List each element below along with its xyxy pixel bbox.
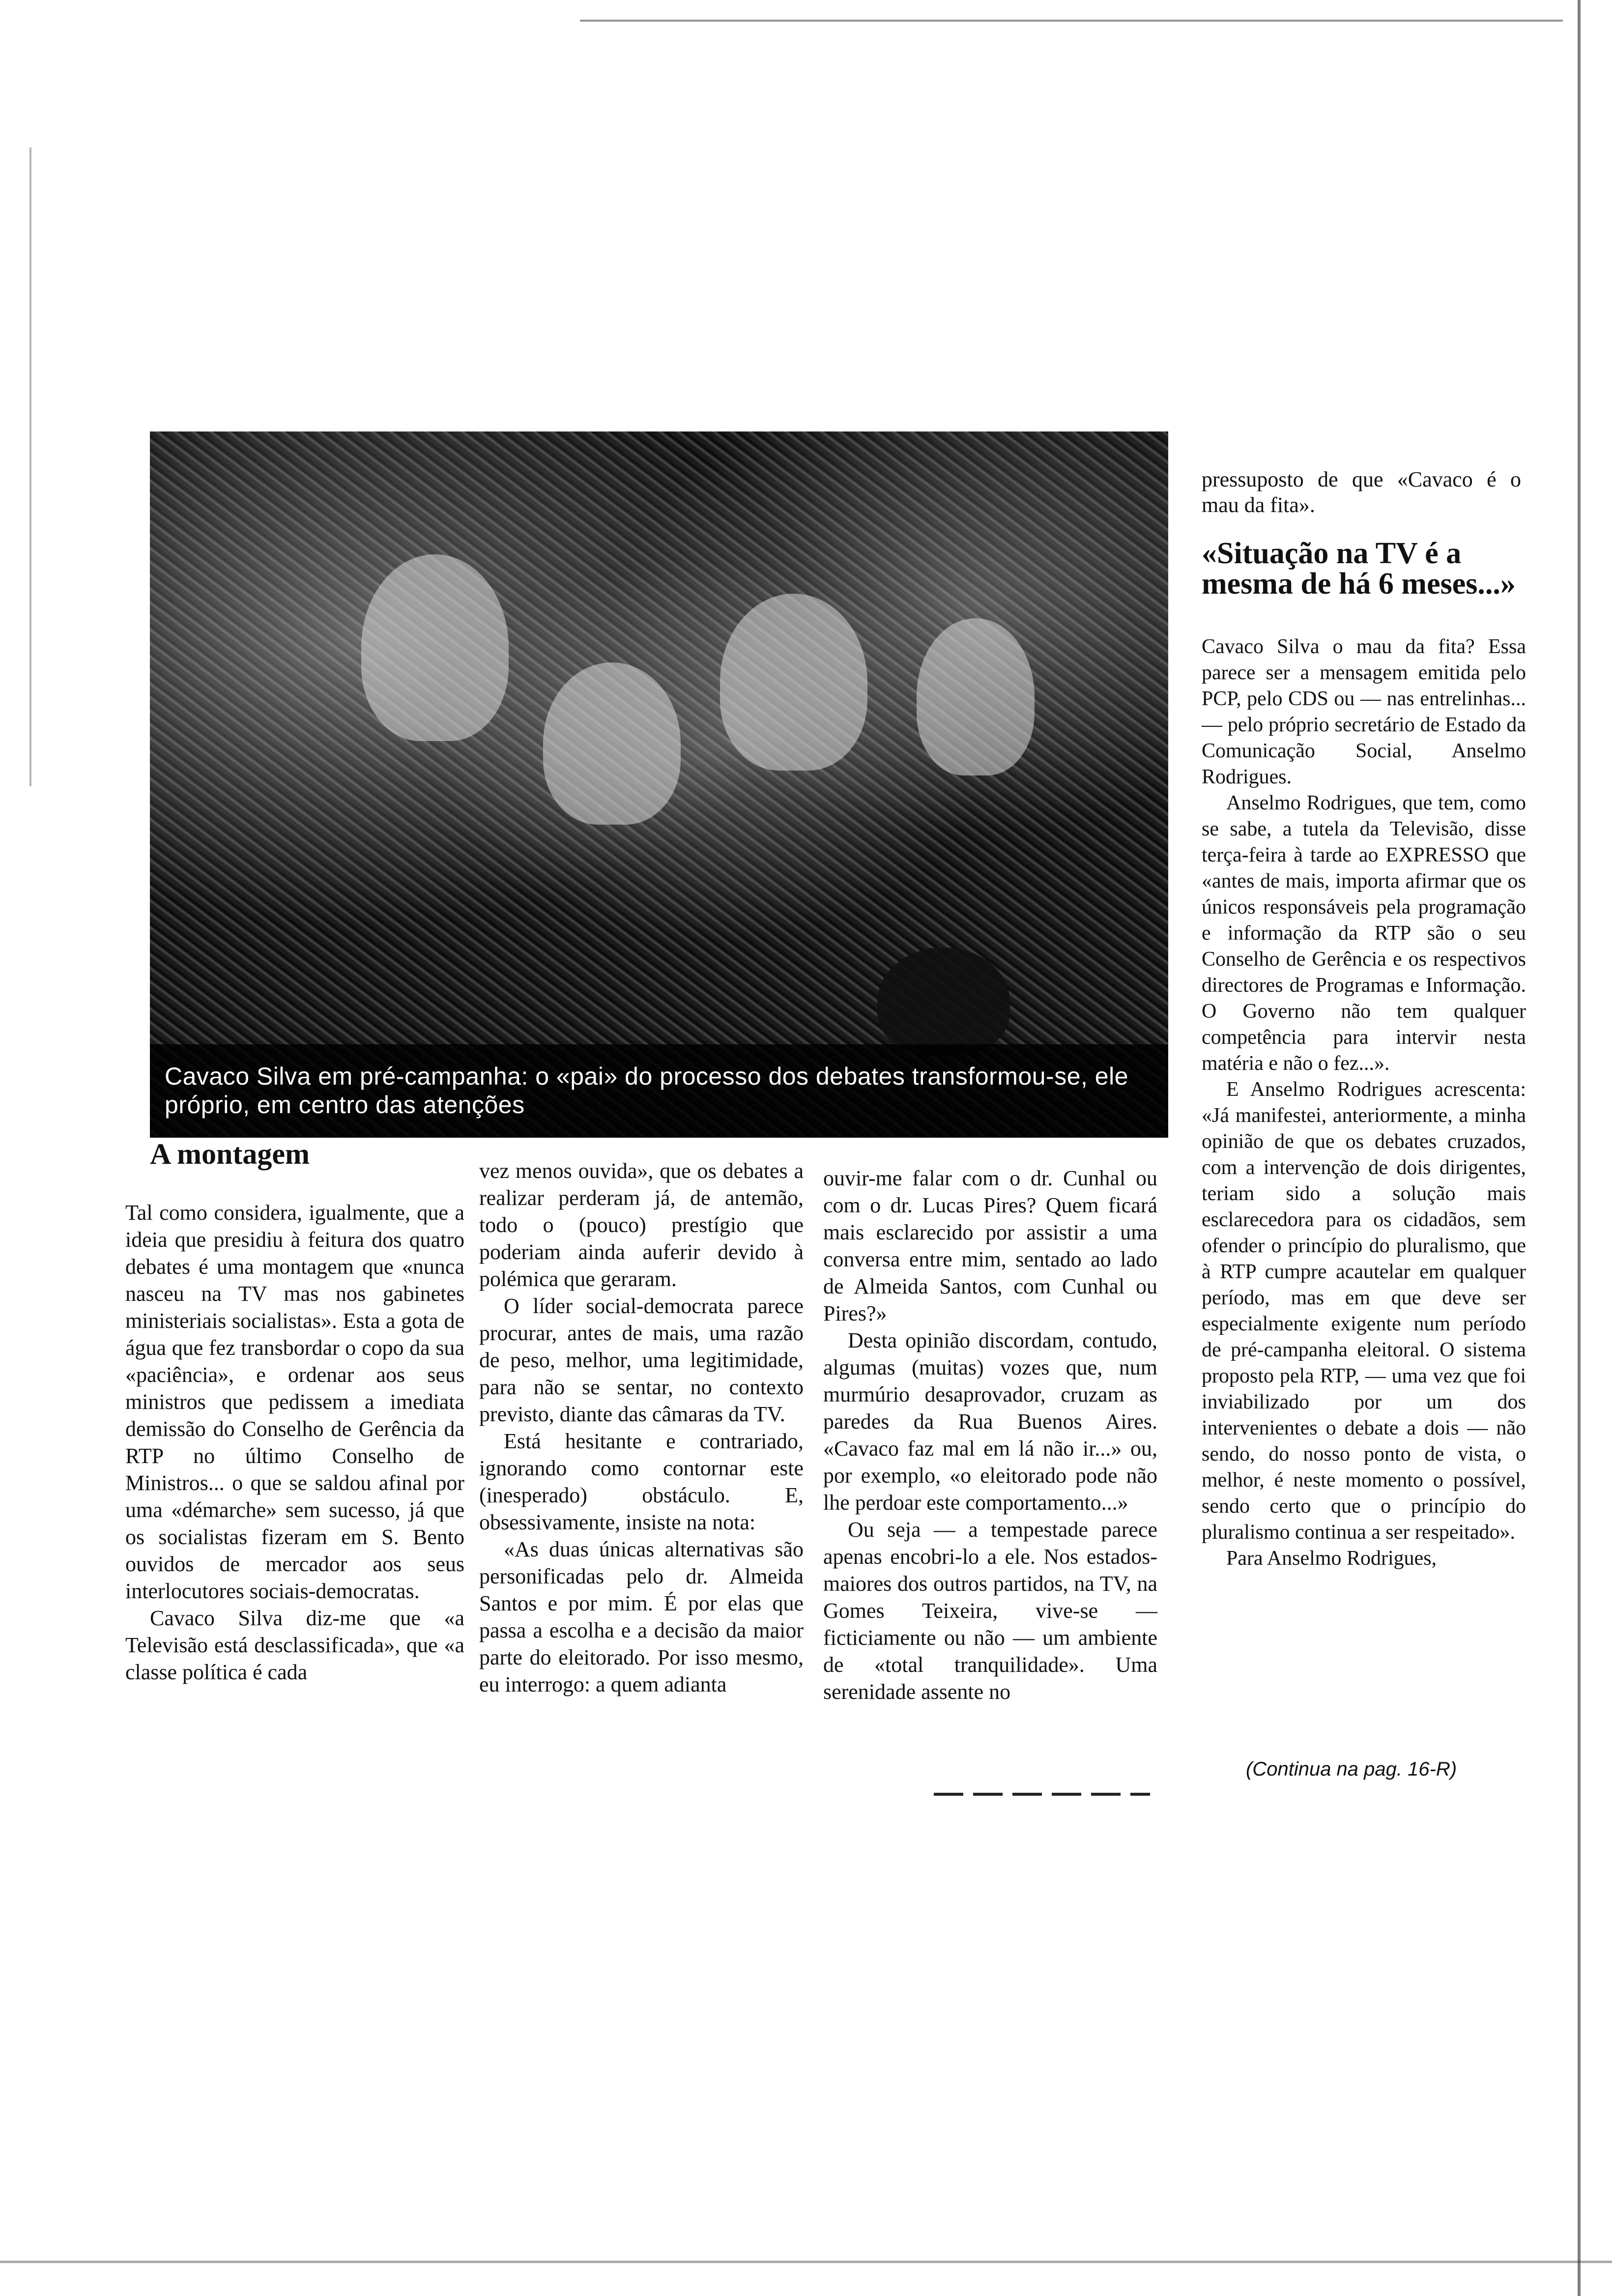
news-photo xyxy=(150,431,1168,1138)
col4-paragraph: Anselmo Rodrigues, que tem, como se sabe, a tutela da Televisão, disse terça-feira à tarde ao EXPRESSO que «antes de mais, importa afirmar que os únicos responsáveis pela programação e informação da RTP são o seu Conselho de Gerência e os respectivos directores de Programas e Informação. O Governo não tem qualquer competência para intervir nesta matéria e não o fez...». xyxy=(1202,792,1526,1075)
photo-figure xyxy=(877,947,1010,1056)
col2-paragraph: «As duas únicas alternativas são personificadas pelo dr. Almeida Santos e por mim. É por elas que passa a escolha e a decisão da maior parte do eleitorado. Por isso mesmo, eu interrogo: a quem adianta xyxy=(479,1537,804,1696)
col3-paragraph: Ou seja — a tempestade parece apenas encobri-lo a ele. Nos estados-maiores dos outros partidos, na TV, na Gomes Teixeira, vive-se — ficticiamente ou não — um ambiente de «total tranquilidade». Uma serenidade assente no xyxy=(823,1518,1157,1704)
col2-paragraph: Está hesitante e contrariado, ignorando como contornar este (inesperado) obstáculo. E, obsessivamente, insiste na nota: xyxy=(479,1429,804,1534)
scan-edge-bottom xyxy=(0,2261,1612,2263)
photo-figure xyxy=(361,554,509,741)
col1-paragraph: Tal como considera, igualmente, que a ideia que presidiu à feitura dos quatro debates é uma montagem que «nunca nasceu na TV mas nos gabinetes ministeriais socialistas». Esta a gota de água que fez transbordar o copo da sua «paciência», e ordenar aos seus ministros que pedissem a imediata demissão do Conselho de Gerência da RTP no último Conselho de Ministros... o que se saldou afinal por uma «démarche» sem sucesso, já que os socialistas fizeram em S. Bento ouvidos de mercador aos seus interlocutores sociais-democratas. xyxy=(125,1201,464,1603)
photo-figure xyxy=(917,618,1035,775)
column-rule xyxy=(934,1793,1150,1796)
scan-edge-top xyxy=(580,20,1563,22)
column-4 xyxy=(1202,634,1526,1572)
column-1 xyxy=(125,1199,464,1686)
scan-edge-left xyxy=(29,147,31,786)
col4-paragraph: Cavaco Silva o mau da fita? Essa parece ser a mensagem emitida pelo PCP, pelo CDS ou — nas entrelinhas... — pelo próprio secretário de Estado da Comunicação Social, Anselmo Rodrigues. xyxy=(1202,635,1526,788)
col4-paragraph: Para Anselmo Rodrigues, xyxy=(1226,1547,1437,1570)
continued-note: (Continua na pag. 16-R) xyxy=(1246,1758,1457,1780)
photo-figure xyxy=(720,594,867,771)
col4-paragraph: E Anselmo Rodrigues acrescenta: «Já manifestei, anteriormente, a minha opinião de que os debates cruzados, com a intervenção de dois dirigentes, teriam sido a solução mais esclarecedora para os cidadãos, sem ofender o princípio do pluralismo, que à RTP cumpre acautelar em qualquer período, mas em que deve ser especialmente exigente num período de pré-campanha eleitoral. O sistema proposto pela RTP, — uma vez que foi inviabilizado por um dos intervenientes o debate a dois — não sendo, do nosso ponto de vista, o melhor, é neste momento o possível, sendo certo que o princípio do pluralismo continua a ser respeitado». xyxy=(1202,1078,1526,1544)
column-2 xyxy=(479,1157,804,1698)
column-3 xyxy=(823,1165,1157,1705)
col4-top xyxy=(1202,467,1521,518)
col3-paragraph: Desta opinião discordam, contudo, algumas (muitas) vozes que, num murmúrio desaprovador, cruzam as paredes da Rua Buenos Aires. «Cavaco faz mal em lá não ir...» ou, por exemplo, «o eleitorado pode não lhe perdoar este comportamento...» xyxy=(823,1328,1157,1515)
col2-paragraph: vez menos ouvida», que os debates a realizar perderam já, de antemão, todo o (pouco) prestígio que poderiam ainda auferir devido à polémica que geraram. xyxy=(479,1159,804,1291)
col4-top-text: pressuposto de que «Cavaco é o mau da fita». xyxy=(1202,467,1521,517)
photo-caption: Cavaco Silva em pré-campanha: o «pai» do processo dos debates transformou-se, ele próprio, em centro das atenções xyxy=(165,1062,1129,1119)
col3-paragraph: ouvir-me falar com o dr. Cunhal ou com o dr. Lucas Pires? Quem ficará mais esclarecido por assistir a uma conversa entre mim, sentado ao lado de Almeida Santos, com Cunhal ou Pires?» xyxy=(823,1166,1157,1325)
article-headline: A montagem xyxy=(150,1138,310,1170)
col2-paragraph: O líder social-democrata parece procurar, antes de mais, uma razão de peso, melhor, uma legitimidade, para não se sentar, no contexto previsto, diante das câmaras da TV. xyxy=(479,1294,804,1426)
photo-figure xyxy=(543,662,681,825)
scan-edge-right xyxy=(1578,0,1581,2296)
subhead: «Situação na TV é a mesma de há 6 meses...» xyxy=(1202,537,1516,601)
col1-paragraph: Cavaco Silva diz-me que «a Televisão está desclassificada», que «a classe política é cada xyxy=(125,1606,464,1684)
